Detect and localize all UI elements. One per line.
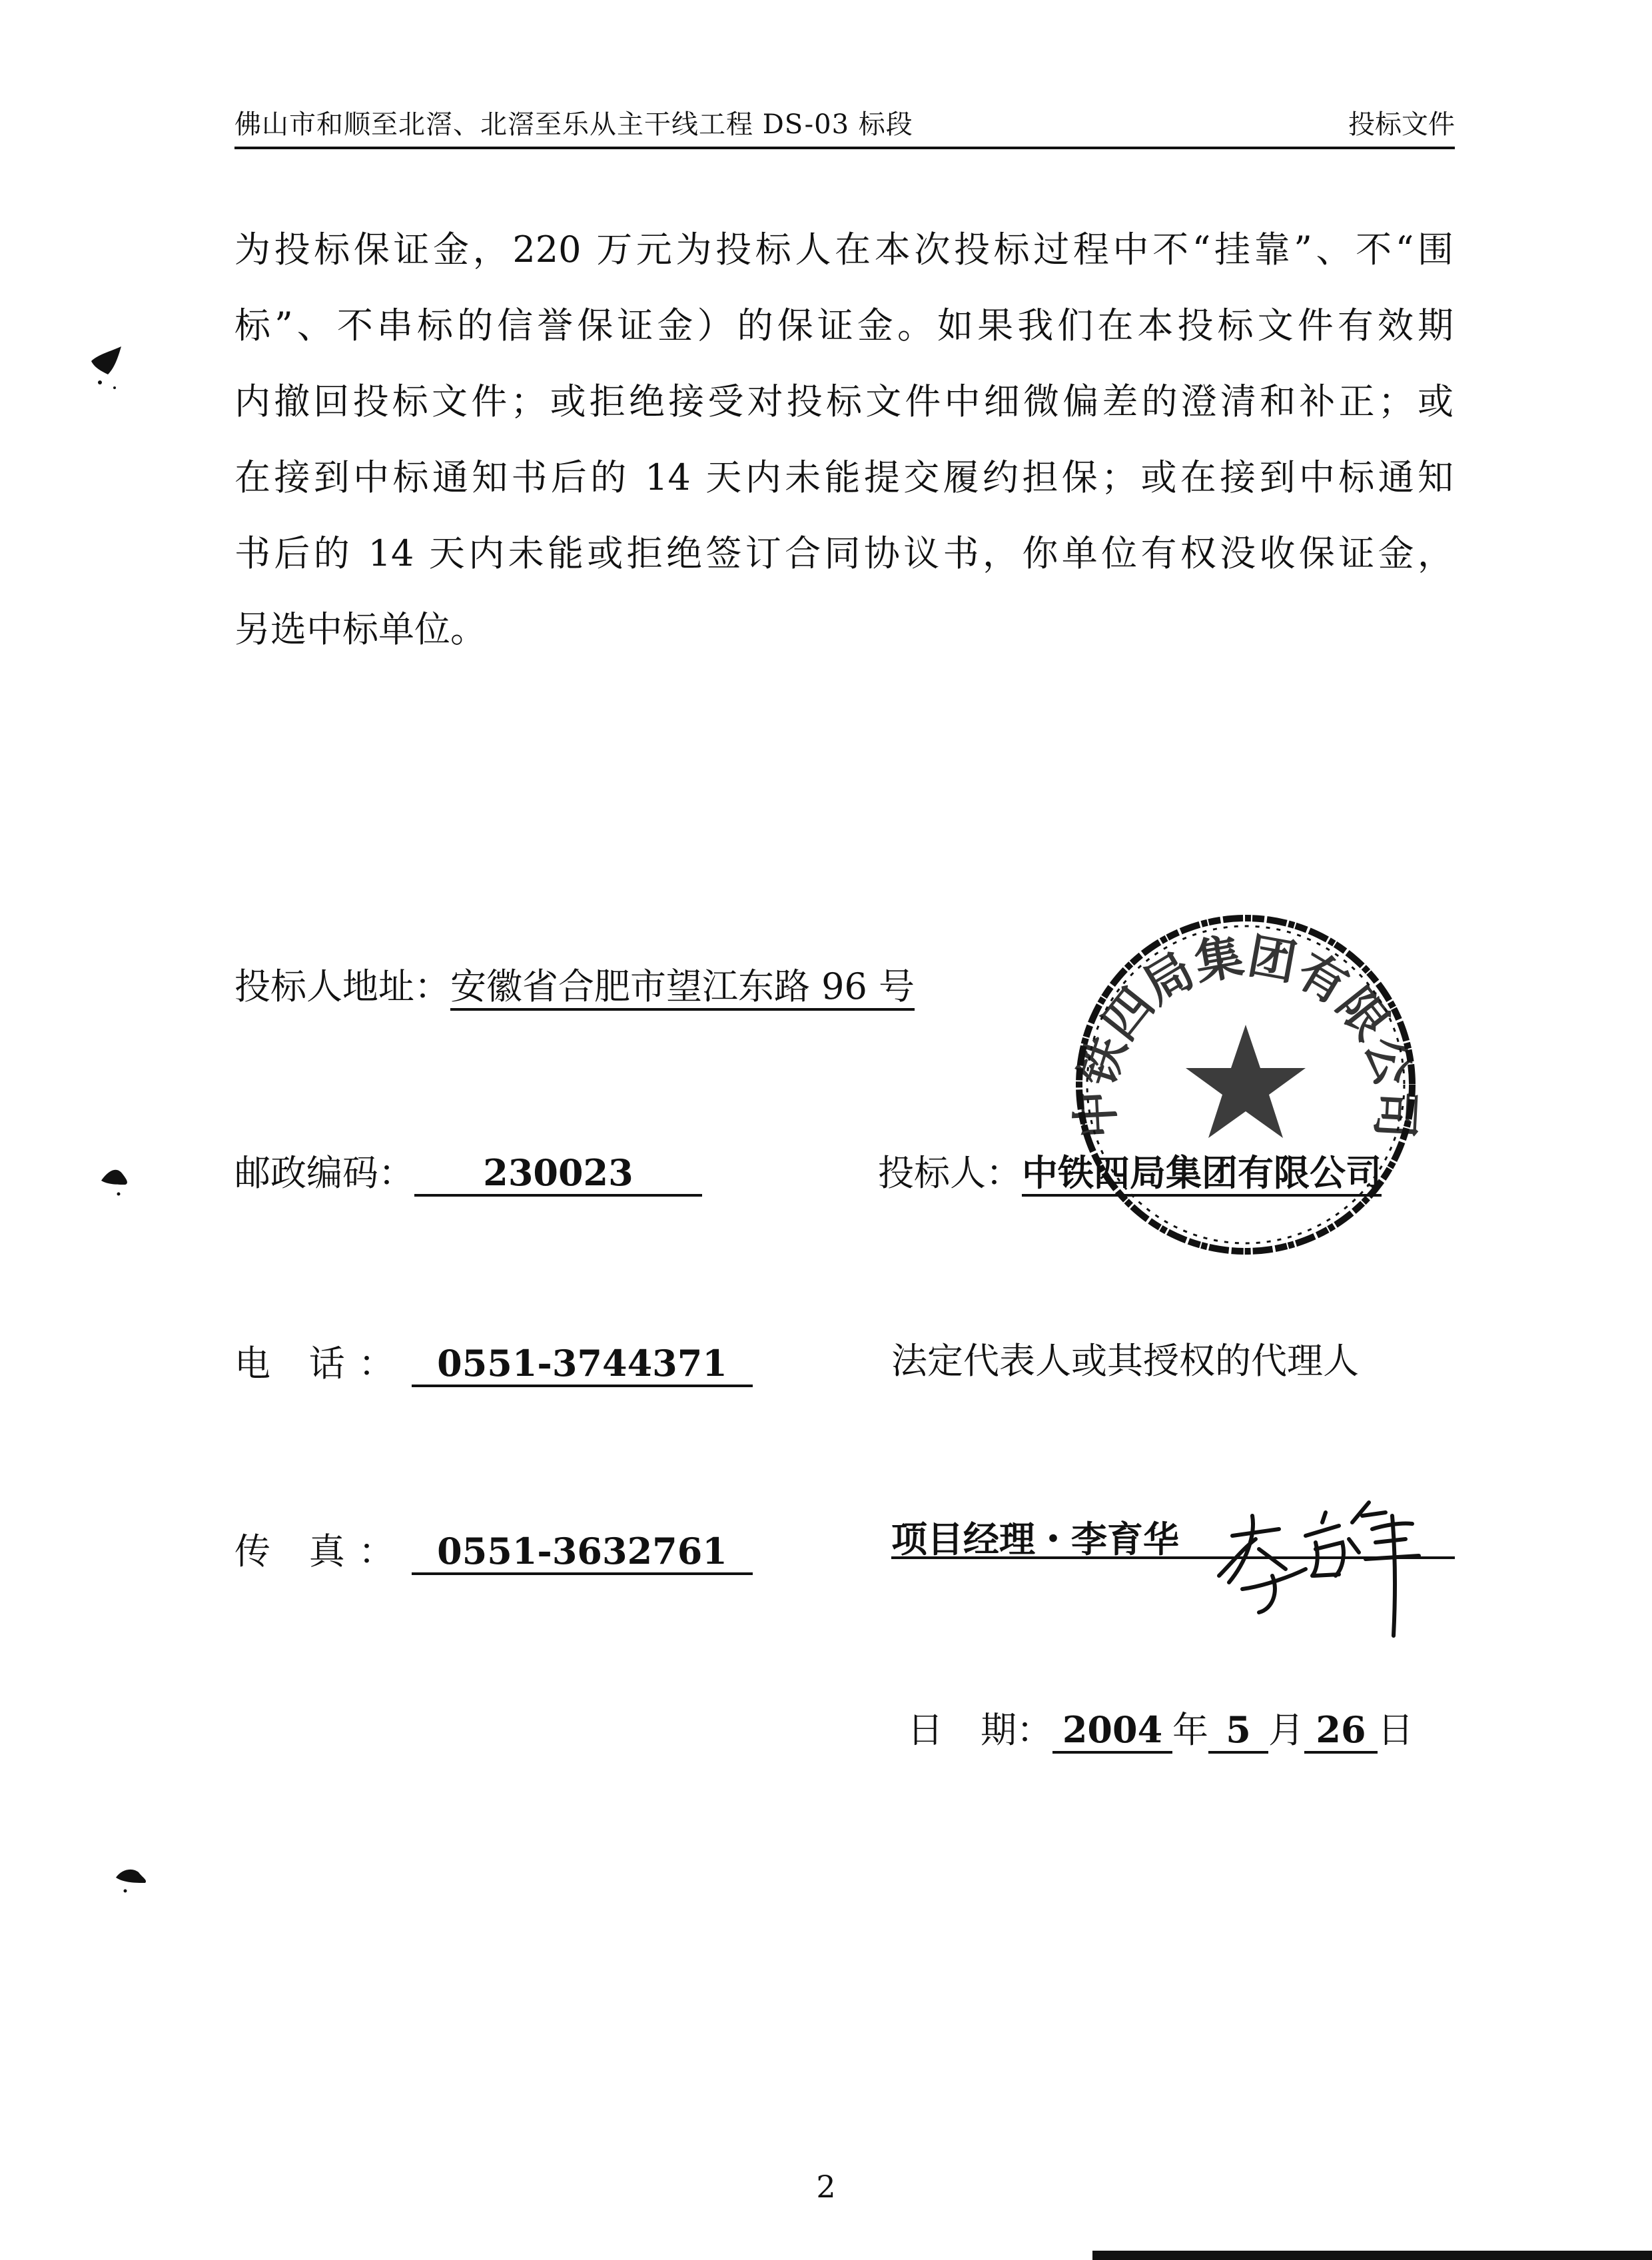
address-value: 安徽省合肥市望江东路 96 号 — [450, 965, 915, 1011]
page-header — [234, 99, 1455, 149]
fax-label-first: 传 — [234, 1530, 284, 1572]
scan-blot-mark — [99, 1161, 132, 1201]
fax-label — [234, 1523, 394, 1574]
date-label-second: 期： — [981, 1709, 1052, 1751]
fax-label-second: 真： — [308, 1530, 395, 1572]
seal-text: 中铁四局集团有限公司 — [1066, 927, 1426, 1140]
phone-value: 0551-3744371 — [412, 1342, 753, 1387]
postcode-value: 230023 — [414, 1151, 702, 1197]
date-month-unit: 月 — [1268, 1709, 1304, 1751]
body-paragraph — [234, 212, 1453, 668]
phone-row — [234, 1335, 753, 1387]
phone-label-first: 电 — [234, 1343, 284, 1385]
body-line: 书后的 14 天内未能或拒绝签订合同协议书，你单位有权没收保证金， — [234, 532, 1453, 574]
fax-value: 0551-3632761 — [412, 1530, 753, 1575]
postcode-label: 邮政编码： — [234, 1152, 414, 1194]
company-seal — [1066, 905, 1426, 1265]
date-day: 26 — [1304, 1708, 1378, 1754]
address-label: 投标人地址： — [234, 965, 450, 1007]
header-project-title: 佛山市和顺至北滘、北滘至乐从主干线工程 DS-03 标段 — [234, 109, 913, 140]
scan-edge-bar — [1092, 2251, 1652, 2260]
bidder-label: 投标人： — [878, 1152, 1022, 1194]
address-row — [234, 958, 915, 1011]
date-month: 5 — [1208, 1708, 1268, 1754]
scan-blot-mark — [88, 341, 128, 394]
body-line: 在接到中标通知书后的 14 天内未能提交履约担保；或在接到中标通知 — [234, 456, 1453, 498]
body-line: 另选中标单位。 — [234, 608, 486, 650]
body-line: 内撤回投标文件；或拒绝接受对投标文件中细微偏差的澄清和补正；或 — [234, 380, 1453, 422]
scan-blot-mark — [113, 1863, 153, 1896]
date-row — [907, 1702, 1414, 1754]
page-number: 2 — [816, 2169, 836, 2205]
body-line: 为投标保证金，220 万元为投标人在本次投标过程中不“挂靠”、不“围 — [234, 229, 1453, 271]
representative-label: 法定代表人或其授权的代理人 — [891, 1340, 1359, 1382]
phone-label — [234, 1335, 394, 1387]
seal-star-icon — [1186, 1025, 1306, 1138]
date-year: 2004 — [1052, 1708, 1172, 1754]
date-label-first: 日 — [907, 1709, 943, 1751]
header-doc-type: 投标文件 — [1348, 109, 1455, 140]
body-line: 标”、不串标的信誉保证金）的保证金。如果我们在本投标文件有效期 — [234, 304, 1453, 346]
project-manager-value: 项目经理・李育华 — [891, 1518, 1179, 1560]
handwritten-signature — [1206, 1476, 1426, 1642]
fax-row — [234, 1523, 753, 1575]
date-day-unit: 日 — [1378, 1709, 1414, 1751]
postcode-row — [234, 1145, 702, 1197]
phone-label-second: 话： — [308, 1343, 395, 1385]
date-year-unit: 年 — [1172, 1709, 1208, 1751]
bidder-value: 中铁四局集团有限公司 — [1022, 1151, 1382, 1197]
